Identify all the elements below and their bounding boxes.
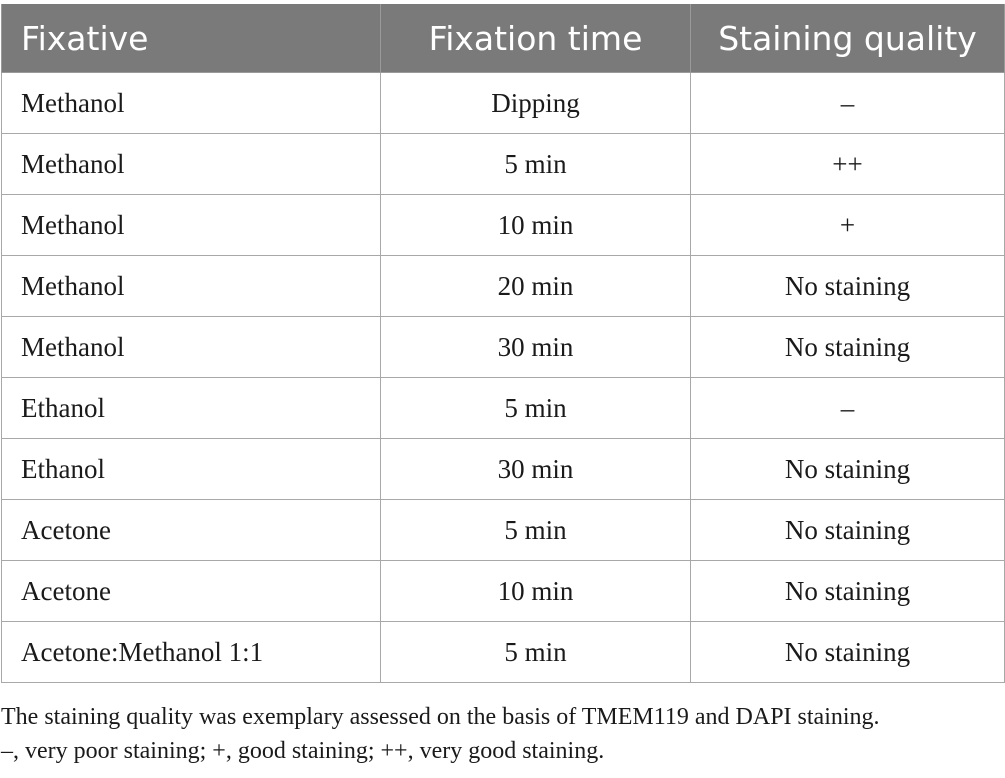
column-header-fixation-time: Fixation time	[381, 4, 691, 73]
cell-staining-quality: No staining	[691, 561, 1005, 622]
table-row	[2, 256, 1005, 317]
cell-staining-quality: No staining	[691, 439, 1005, 500]
cell-fixative: Methanol	[2, 256, 381, 317]
cell-fixation-time: 5 min	[381, 134, 691, 195]
cell-fixation-time: 5 min	[381, 622, 691, 683]
cell-fixation-time: 30 min	[381, 439, 691, 500]
cell-fixation-time: 5 min	[381, 378, 691, 439]
table-row	[2, 439, 1005, 500]
cell-fixation-time: 5 min	[381, 500, 691, 561]
table-row	[2, 134, 1005, 195]
column-header-staining-quality: Staining quality	[691, 4, 1005, 73]
cell-staining-quality: No staining	[691, 317, 1005, 378]
table-row	[2, 195, 1005, 256]
cell-fixation-time: 20 min	[381, 256, 691, 317]
table-body	[2, 73, 1005, 683]
cell-staining-quality: No staining	[691, 622, 1005, 683]
cell-fixation-time: 30 min	[381, 317, 691, 378]
column-header-fixative: Fixative	[2, 4, 381, 73]
cell-fixation-time: Dipping	[381, 73, 691, 134]
footnote-legend: –, very poor staining; +, good staining; ++, very good staining.	[1, 738, 605, 764]
data-table-container	[1, 4, 1004, 683]
header-row	[2, 4, 1005, 73]
table-row	[2, 622, 1005, 683]
table-row	[2, 378, 1005, 439]
cell-fixative: Ethanol	[2, 378, 381, 439]
cell-fixative: Acetone:Methanol 1:1	[2, 622, 381, 683]
cell-staining-quality: +	[691, 195, 1005, 256]
table-row	[2, 73, 1005, 134]
table-footnotes	[1, 700, 1001, 768]
table-row	[2, 500, 1005, 561]
cell-staining-quality: –	[691, 73, 1005, 134]
cell-fixative: Methanol	[2, 195, 381, 256]
table-row	[2, 317, 1005, 378]
cell-staining-quality: ++	[691, 134, 1005, 195]
cell-fixation-time: 10 min	[381, 561, 691, 622]
cell-fixative: Methanol	[2, 134, 381, 195]
cell-fixative: Methanol	[2, 73, 381, 134]
cell-staining-quality: –	[691, 378, 1005, 439]
footnote-assessment: The staining quality was exemplary assessed on the basis of TMEM119 and DAPI staining.	[1, 704, 880, 730]
cell-fixation-time: 10 min	[381, 195, 691, 256]
table-header	[2, 4, 1005, 73]
cell-staining-quality: No staining	[691, 500, 1005, 561]
cell-fixative: Acetone	[2, 500, 381, 561]
table-row	[2, 561, 1005, 622]
fixation-table	[1, 4, 1005, 683]
cell-fixative: Acetone	[2, 561, 381, 622]
cell-fixative: Methanol	[2, 317, 381, 378]
cell-staining-quality: No staining	[691, 256, 1005, 317]
cell-fixative: Ethanol	[2, 439, 381, 500]
